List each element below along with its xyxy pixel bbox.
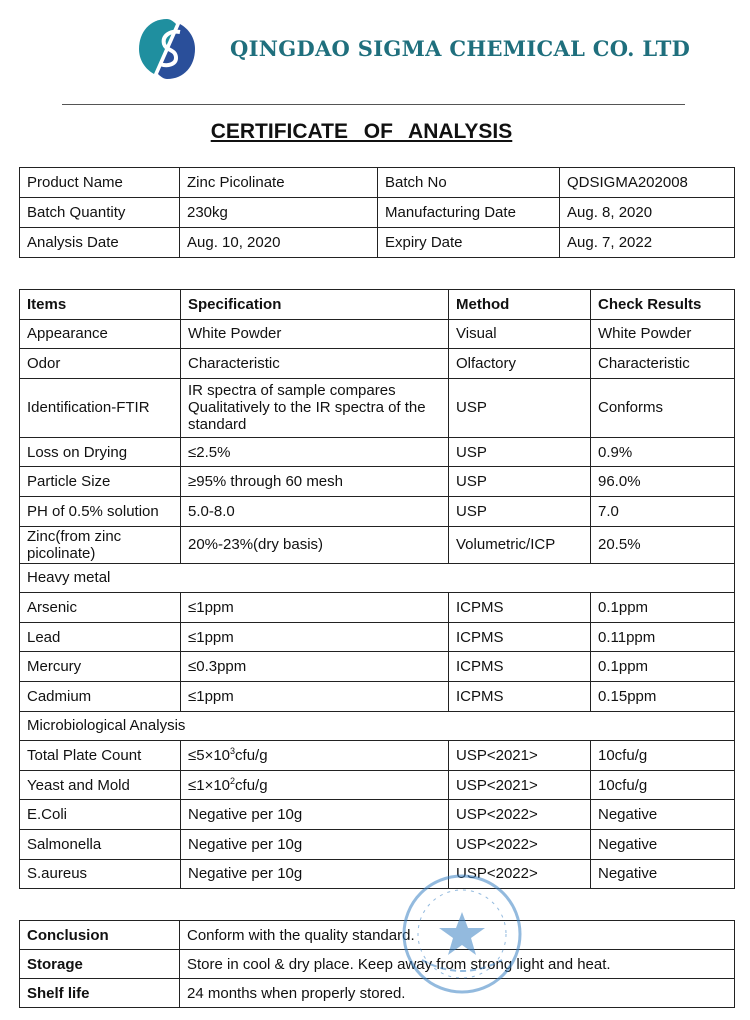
item-method: USP <box>449 496 591 526</box>
item-name: Appearance <box>20 319 181 349</box>
storage-label: Storage <box>20 950 180 979</box>
item-method: Volumetric/ICP <box>449 526 591 563</box>
batch-quantity-label: Batch Quantity <box>20 198 180 228</box>
item-name: PH of 0.5% solution <box>20 496 181 526</box>
info-row <box>20 168 735 198</box>
section-row-heavy-metal <box>20 563 735 593</box>
column-header-check-results: Check Results <box>591 290 735 320</box>
item-method: USP<2022> <box>449 859 591 889</box>
item-specification: ≤1ppm <box>181 681 449 711</box>
table-row <box>20 681 735 711</box>
item-specification: ≤2.5% <box>181 437 449 467</box>
item-specification: IR spectra of sample compares Qualitatively to the IR spectra of the standard <box>181 378 449 437</box>
table-row <box>20 770 735 800</box>
item-result: Characteristic <box>591 349 735 379</box>
item-result: 0.9% <box>591 437 735 467</box>
item-method: USP <box>449 378 591 437</box>
item-result: 96.0% <box>591 467 735 497</box>
item-specification: Negative per 10g <box>181 800 449 830</box>
item-result: 0.15ppm <box>591 681 735 711</box>
item-specification: 20%-23%(dry basis) <box>181 526 449 563</box>
item-name: Mercury <box>20 652 181 682</box>
storage-value: Store in cool & dry place. Keep away from strong light and heat. <box>180 950 735 979</box>
section-heading: Heavy metal <box>20 563 735 593</box>
table-row <box>20 800 735 830</box>
item-name: Loss on Drying <box>20 437 181 467</box>
product-name-value: Zinc Picolinate <box>180 168 378 198</box>
item-name: Cadmium <box>20 681 181 711</box>
item-result: 0.11ppm <box>591 622 735 652</box>
table-row <box>20 496 735 526</box>
column-header-items: Items <box>20 290 181 320</box>
item-result: 10cfu/g <box>591 770 735 800</box>
table-row <box>20 349 735 379</box>
shelf-life-row <box>20 979 735 1008</box>
analysis-date-label: Analysis Date <box>20 228 180 258</box>
item-method: Visual <box>449 319 591 349</box>
item-specification: Negative per 10g <box>181 829 449 859</box>
section-heading: Microbiological Analysis <box>20 711 735 741</box>
item-specification: ≥95% through 60 mesh <box>181 467 449 497</box>
table-row <box>20 652 735 682</box>
item-name: Total Plate Count <box>20 741 181 771</box>
item-specification: ≤1ppm <box>181 593 449 623</box>
analysis-table <box>19 289 735 889</box>
table-row <box>20 622 735 652</box>
item-result: Conforms <box>591 378 735 437</box>
table-row <box>20 593 735 623</box>
item-specification: 5.0-8.0 <box>181 496 449 526</box>
info-row <box>20 228 735 258</box>
item-specification: $\le 5\times 10^3cfu/g$ <box>181 741 449 771</box>
item-name: Odor <box>20 349 181 379</box>
table-row <box>20 437 735 467</box>
letterhead <box>0 0 750 100</box>
item-specification: White Powder <box>181 319 449 349</box>
item-method: USP<2021> <box>449 770 591 800</box>
document-title: CERTIFICATE OF ANALYSIS <box>210 120 513 143</box>
table-row <box>20 319 735 349</box>
manufacturing-date-value: Aug. 8, 2020 <box>560 198 735 228</box>
batch-no-label: Batch No <box>378 168 560 198</box>
item-method: Olfactory <box>449 349 591 379</box>
item-specification: Characteristic <box>181 349 449 379</box>
conclusion-table <box>19 920 735 1008</box>
item-method: ICPMS <box>449 652 591 682</box>
item-result: 0.1ppm <box>591 593 735 623</box>
item-name: Salmonella <box>20 829 181 859</box>
item-specification: Negative per 10g <box>181 859 449 889</box>
product-name-label: Product Name <box>20 168 180 198</box>
storage-row <box>20 950 735 979</box>
item-method: USP <box>449 437 591 467</box>
item-result: Negative <box>591 829 735 859</box>
item-result: 0.1ppm <box>591 652 735 682</box>
table-row <box>20 829 735 859</box>
column-header-method: Method <box>449 290 591 320</box>
item-method: USP<2022> <box>449 829 591 859</box>
item-result: White Powder <box>591 319 735 349</box>
conclusion-value: Conform with the quality standard. <box>180 921 735 950</box>
company-name: QINGDAO SIGMA CHEMICAL CO. LTD <box>230 36 691 61</box>
item-name: E.Coli <box>20 800 181 830</box>
analysis-date-value: Aug. 10, 2020 <box>180 228 378 258</box>
table-row <box>20 467 735 497</box>
item-method: ICPMS <box>449 681 591 711</box>
item-result: Negative <box>591 800 735 830</box>
item-specification: $\le 1\times 10^2cfu/g$ <box>181 770 449 800</box>
item-method: USP<2021> <box>449 741 591 771</box>
table-row <box>20 859 735 889</box>
item-name: Lead <box>20 622 181 652</box>
item-result: 10cfu/g <box>591 741 735 771</box>
table-row <box>20 741 735 771</box>
item-result: 20.5% <box>591 526 735 563</box>
item-method: ICPMS <box>449 622 591 652</box>
item-name: Zinc(from zinc picolinate) <box>20 526 181 563</box>
item-name: Yeast and Mold <box>20 770 181 800</box>
item-method: ICPMS <box>449 593 591 623</box>
shelf-life-label: Shelf life <box>20 979 180 1008</box>
column-header-specification: Specification <box>181 290 449 320</box>
company-logo <box>136 16 198 82</box>
table-row <box>20 378 735 437</box>
item-specification: ≤0.3ppm <box>181 652 449 682</box>
item-method: USP <box>449 467 591 497</box>
conclusion-label: Conclusion <box>20 921 180 950</box>
item-name: Particle Size <box>20 467 181 497</box>
item-result: 7.0 <box>591 496 735 526</box>
product-info-table <box>19 167 735 258</box>
manufacturing-date-label: Manufacturing Date <box>378 198 560 228</box>
expiry-date-label: Expiry Date <box>378 228 560 258</box>
table-row <box>20 526 735 563</box>
section-row-microbiological <box>20 711 735 741</box>
item-result: Negative <box>591 859 735 889</box>
table-header-row <box>20 290 735 320</box>
item-name: S.aureus <box>20 859 181 889</box>
item-method: USP<2022> <box>449 800 591 830</box>
item-specification: ≤1ppm <box>181 622 449 652</box>
batch-no-value: QDSIGMA202008 <box>560 168 735 198</box>
header-divider <box>62 104 685 105</box>
item-name: Arsenic <box>20 593 181 623</box>
item-name: Identification-FTIR <box>20 378 181 437</box>
batch-quantity-value: 230kg <box>180 198 378 228</box>
conclusion-row <box>20 921 735 950</box>
shelf-life-value: 24 months when properly stored. <box>180 979 735 1008</box>
info-row <box>20 198 735 228</box>
expiry-date-value: Aug. 7, 2022 <box>560 228 735 258</box>
